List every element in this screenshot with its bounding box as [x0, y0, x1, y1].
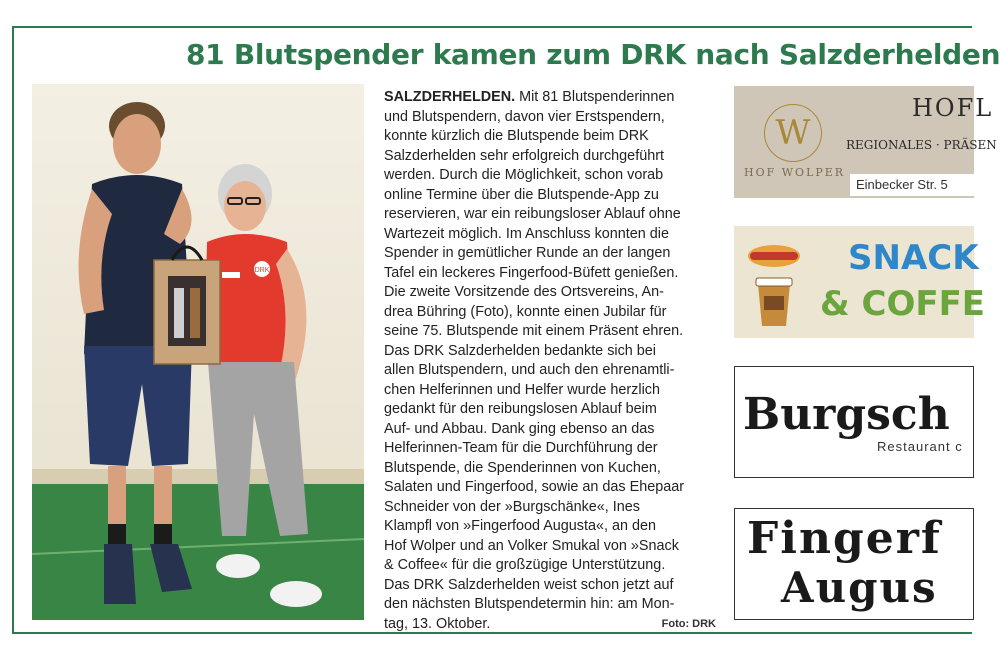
hof-title: HOFL [912, 94, 994, 122]
hotdog-coffee-icon [744, 234, 804, 334]
finger-line2: Augus [781, 563, 938, 612]
article-line: online Termine über die Blutspende-App zu [384, 186, 659, 203]
hof-subtitle: REGIONALES · PRÄSEN [846, 138, 997, 152]
article-lead: SALZDERHELDEN. [384, 89, 516, 105]
article-line: Helferinnen-Team für die Durchführung der [384, 440, 658, 456]
article-line: Schneider von der »Burgschänke«, Ines [384, 498, 640, 515]
article-line: SALZDERHELDEN. Mit 81 Blutspenderinnen [384, 89, 675, 105]
article-headline: 81 Blutspender kamen zum DRK nach Salzderhelden [186, 38, 1000, 71]
burg-subtitle: Restaurant c [877, 439, 963, 454]
gift-bag [154, 247, 220, 364]
article-line: und Blutspendern, davon vier Erstspendern, [384, 108, 665, 125]
hof-address: Einbecker Str. 5 [850, 174, 986, 196]
article-line: allen Blutspendern, und auch den ehrenamtli- [384, 362, 675, 378]
article-line: Auf- und Abbau. Dank ging ebenso an das [384, 420, 655, 437]
hof-wolper-logo: W [764, 104, 822, 162]
article-line: Wartezeit möglich. Im Anschluss konnten die [384, 225, 670, 242]
drk-badge: DRK [254, 267, 270, 274]
article-line: Salaten und Fingerfood, sowie an das Ehepaar [384, 479, 685, 495]
article-photo [32, 84, 364, 620]
article-line: Salzderhelden sehr erfolgreich durchgeführt [384, 147, 664, 164]
article-line: drea Bühring (Foto), konnte einen Jubilar für [384, 303, 667, 320]
article-line: chen Helferinnen und Helfer wurde herzlich [384, 381, 660, 398]
article-line: werden. Durch die Möglichkeit, schon vorab [384, 167, 664, 183]
article-body [384, 88, 716, 634]
article-line: Hof Wolper und an Volker Smukal von »Snack [384, 537, 679, 554]
article-line: reservieren, war ein reibungsloser Ablauf ohne [384, 206, 681, 222]
snack-line1: SNACK [848, 238, 979, 278]
article-line: Spender in gemütlicher Runde an der langen [384, 245, 671, 261]
article-line: seine 75. Blutspende mit einem Präsent ehren. [384, 323, 684, 339]
article-line: den nächsten Blutspendetermin hin: am Mon- [384, 596, 675, 612]
article-line: Klampfl von »Fingerfood Augusta«, an den [384, 518, 657, 534]
ad-fingerfood-augusta[interactable] [734, 508, 974, 620]
hof-wolper-name: HOF WOLPER [744, 166, 846, 179]
article-line: Tafel ein leckeres Fingerfood-Büfett genießen. [384, 264, 679, 281]
article-line: Das DRK Salzderhelden weist schon jetzt auf [384, 576, 674, 593]
ad-hof-wolper[interactable] [734, 86, 997, 198]
ad-snack-coffee[interactable] [734, 226, 986, 338]
article-line: Das DRK Salzderhelden bedankte sich bei [384, 342, 656, 359]
photo-credit: Foto: DRK [661, 617, 716, 630]
article-line: konnte kürzlich die Blutspende beim DRK [384, 128, 649, 144]
article-line: & Coffee« für die großzügige Unterstützung. [384, 557, 666, 573]
ad-burgschaenke[interactable] [734, 366, 974, 478]
burg-name: Burgsch [743, 389, 950, 440]
article-line: gedankt für den reibungslosen Ablauf beim [384, 401, 657, 417]
snack-line2: & COFFE [820, 284, 986, 324]
article-line: tag, 13. Oktober. Foto: DRK [384, 615, 716, 635]
article-line: Die zweite Vorsitzende des Ortsvereins, An- [384, 284, 664, 300]
finger-line1: Fingerf [747, 513, 942, 564]
article-line: Blutspende, die Spenderinnen von Kuchen, [384, 459, 661, 476]
photo-illustration [32, 84, 364, 620]
